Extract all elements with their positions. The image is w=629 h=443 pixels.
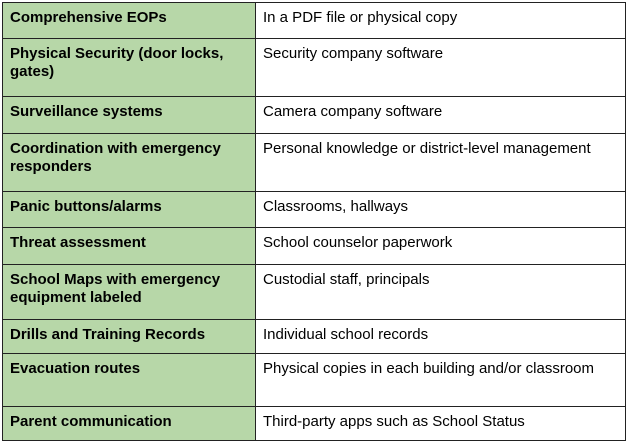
row-item-cell: Parent communication — [3, 407, 256, 441]
table-row — [3, 265, 626, 320]
row-item-cell: Panic buttons/alarms — [3, 192, 256, 228]
row-item-cell: Surveillance systems — [3, 97, 256, 134]
safety-resources-table — [2, 2, 626, 441]
table-row — [3, 192, 626, 228]
row-location-cell: Classrooms, hallways — [256, 192, 626, 228]
row-location-cell: School counselor paperwork — [256, 228, 626, 265]
table-row — [3, 407, 626, 441]
row-item-cell: Drills and Training Records — [3, 320, 256, 354]
row-item-cell: Coordination with emergency responders — [3, 134, 256, 192]
row-item-cell: School Maps with emergency equipment labeled — [3, 265, 256, 320]
document-page — [2, 2, 626, 441]
row-location-cell: Individual school records — [256, 320, 626, 354]
row-location-cell: Security company software — [256, 39, 626, 97]
table-row — [3, 39, 626, 97]
row-item-cell: Evacuation routes — [3, 354, 256, 407]
table-row — [3, 3, 626, 39]
table-row — [3, 134, 626, 192]
table-row — [3, 228, 626, 265]
table-row — [3, 354, 626, 407]
row-item-cell: Physical Security (door locks, gates) — [3, 39, 256, 97]
row-location-cell: Camera company software — [256, 97, 626, 134]
row-location-cell: Physical copies in each building and/or classroom — [256, 354, 626, 407]
row-item-cell: Threat assessment — [3, 228, 256, 265]
row-item-cell: Comprehensive EOPs — [3, 3, 256, 39]
table-row — [3, 97, 626, 134]
table-row — [3, 320, 626, 354]
table-body — [3, 3, 626, 441]
row-location-cell: Custodial staff, principals — [256, 265, 626, 320]
row-location-cell: Personal knowledge or district-level management — [256, 134, 626, 192]
row-location-cell: In a PDF file or physical copy — [256, 3, 626, 39]
row-location-cell: Third-party apps such as School Status — [256, 407, 626, 441]
